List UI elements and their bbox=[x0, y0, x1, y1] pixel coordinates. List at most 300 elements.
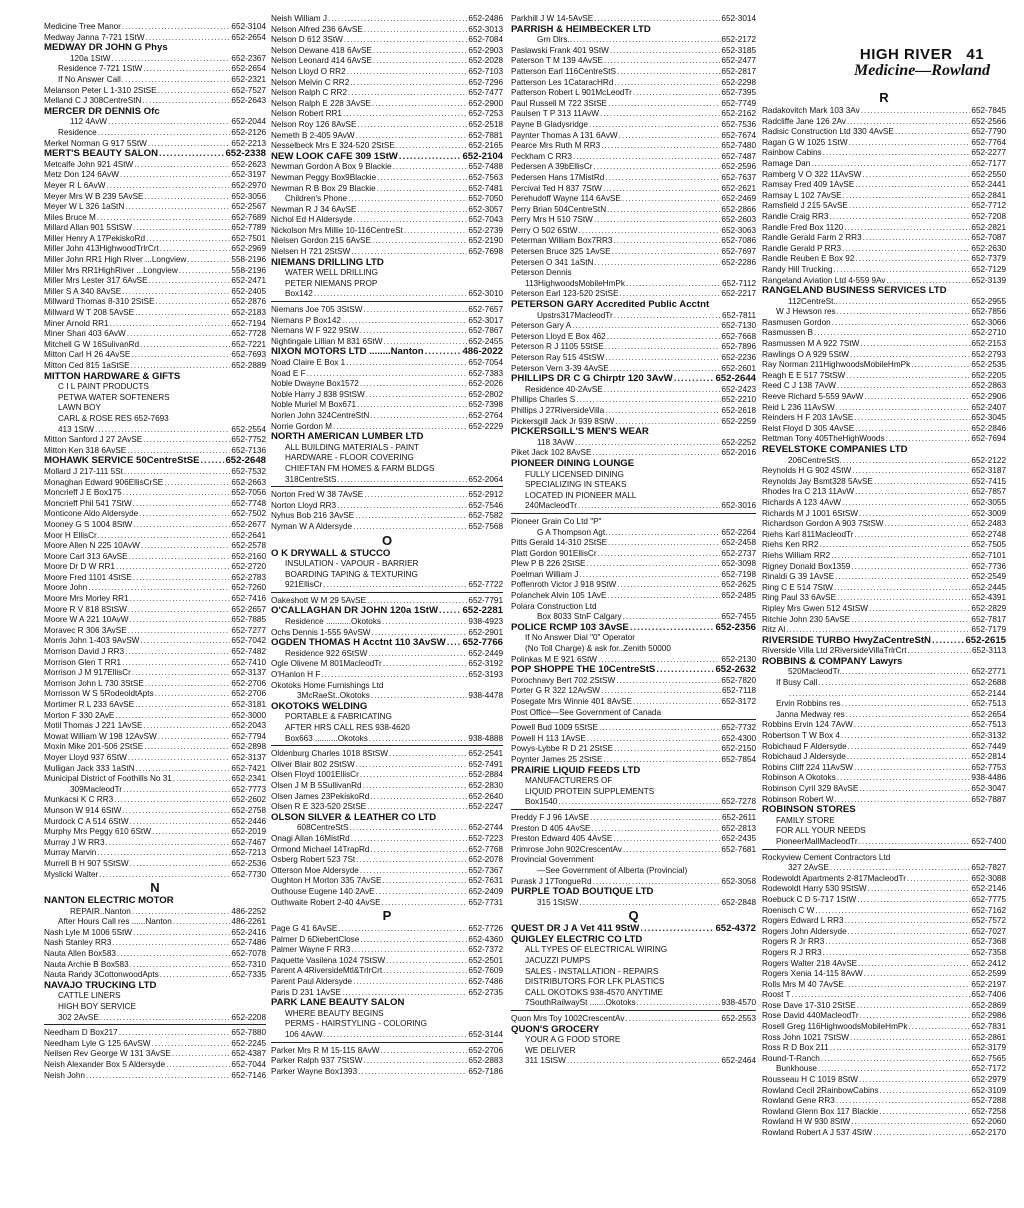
leader-dots bbox=[607, 205, 720, 216]
listing-name: Oughton H Morton 335 7AvSE bbox=[271, 876, 382, 886]
listing-entry bbox=[511, 332, 756, 343]
listing-entry bbox=[44, 276, 266, 287]
listing-entry bbox=[271, 945, 503, 956]
listing-phone: 652-7736 bbox=[971, 561, 1006, 571]
listing-phone: 652-2632 bbox=[715, 665, 756, 676]
listing-phone: 652-7546 bbox=[468, 500, 503, 510]
listing-name: Quon Mrs Toy 1002CrescentAv bbox=[511, 1014, 625, 1024]
leader-dots bbox=[598, 655, 720, 666]
listing-entry bbox=[44, 128, 266, 139]
listing-name: Otterson Moe Aldersyde bbox=[271, 865, 359, 875]
listing-phone: 652-7194 bbox=[231, 318, 266, 328]
listing-name: Polara Construction Ltd bbox=[511, 601, 597, 611]
leader-dots bbox=[143, 435, 230, 446]
listing-name: Nyman W A Aldersyde bbox=[271, 521, 352, 531]
listing-phone: 652-2898 bbox=[231, 742, 266, 752]
leader-dots bbox=[368, 649, 467, 660]
listing-entry bbox=[271, 194, 503, 205]
leader-dots bbox=[377, 173, 467, 184]
listing-entry bbox=[762, 540, 1006, 551]
leader-dots bbox=[615, 417, 720, 428]
listing-phone: 652-2748 bbox=[971, 529, 1006, 539]
listing-entry bbox=[271, 681, 503, 692]
listing-name: Ritchie John 230 5AvSE bbox=[762, 614, 851, 624]
leader-dots bbox=[119, 1028, 231, 1039]
leader-dots bbox=[823, 948, 971, 959]
leader-dots bbox=[911, 360, 970, 371]
listing-phone: 652-7730 bbox=[231, 869, 266, 879]
listing-phone: 652-7513 bbox=[971, 699, 1006, 709]
listing-entry bbox=[44, 255, 266, 266]
listing-name: Nelson D 612 3StW bbox=[271, 35, 343, 45]
listing-entry bbox=[271, 988, 503, 999]
listing-entry bbox=[511, 945, 756, 956]
listing-name: Nichol Ed H Aldersyde bbox=[271, 215, 353, 225]
listing-phone: 652-2144 bbox=[971, 688, 1006, 698]
listing-entry bbox=[271, 152, 503, 163]
leader-dots bbox=[625, 1014, 720, 1025]
listing-phone: 652-7513 bbox=[971, 720, 1006, 730]
listing-phone: 652-2441 bbox=[971, 180, 1006, 190]
listing-name: Rasmusen Gordon bbox=[762, 317, 831, 327]
listing-name: Niemans W F 922 9StW bbox=[271, 326, 359, 336]
listing-name: Plew P B 226 2StSE bbox=[511, 559, 586, 569]
leader-dots bbox=[371, 691, 468, 702]
leader-dots bbox=[849, 201, 971, 212]
listing-phone: 652-2247 bbox=[468, 802, 503, 812]
listing-entry bbox=[762, 1043, 1006, 1054]
listing-phone: 652-3187 bbox=[971, 466, 1006, 476]
listing-entry bbox=[44, 960, 266, 971]
listing-entry bbox=[511, 205, 756, 216]
listing-phone: 652-2130 bbox=[721, 654, 756, 664]
listing-entry bbox=[511, 184, 756, 195]
listing-entry bbox=[762, 916, 1006, 927]
leader-dots bbox=[855, 424, 970, 435]
listing-name: MITTON HARDWARE & GIFTS bbox=[44, 371, 181, 382]
leader-dots bbox=[382, 876, 467, 887]
listing-phone: 652-4300 bbox=[721, 733, 756, 743]
leader-dots bbox=[130, 859, 231, 870]
listing-name: ROBINSON STORES bbox=[762, 805, 856, 816]
listing-entry bbox=[762, 339, 1006, 350]
listing-entry bbox=[271, 1009, 503, 1020]
listing-phone: 652-7693 bbox=[231, 350, 266, 360]
listing-name: Ervin Robbins res bbox=[776, 699, 841, 709]
listing-entry bbox=[44, 435, 266, 446]
listing-entry bbox=[271, 173, 503, 184]
leader-dots bbox=[851, 1117, 970, 1128]
listing-name: RIVERSIDE TURBO HwyZaCentreStN bbox=[762, 635, 931, 646]
listing-name: HIGH BOY SERVICE bbox=[58, 1002, 136, 1012]
listing-entry bbox=[44, 403, 266, 414]
divider bbox=[762, 849, 1006, 852]
listing-name: Oliver Blair 802 2StSW bbox=[271, 759, 355, 769]
listing-phone: 652-2060 bbox=[971, 1117, 1006, 1127]
leader-dots bbox=[133, 573, 231, 584]
section-letter: R bbox=[879, 90, 889, 105]
listing-name: 315 1StSW bbox=[537, 897, 579, 907]
listing-entry bbox=[511, 755, 756, 766]
leader-dots bbox=[835, 572, 970, 583]
leader-dots bbox=[173, 917, 231, 928]
listing-name: Polanchek Alvin 105 1AvE bbox=[511, 591, 607, 601]
listing-phone: 652-7609 bbox=[468, 966, 503, 976]
listing-entry bbox=[44, 531, 266, 542]
leader-dots bbox=[366, 390, 468, 401]
listing-phone: 652-2744 bbox=[468, 823, 503, 833]
listing-name: Rousseau H C 1019 8StW bbox=[762, 1075, 859, 1085]
listing-phone: 652-7101 bbox=[971, 550, 1006, 560]
leader-dots bbox=[372, 99, 467, 110]
listing-entry bbox=[511, 374, 756, 385]
listing-entry bbox=[44, 308, 266, 319]
leader-dots bbox=[328, 14, 467, 25]
leader-dots bbox=[887, 276, 971, 287]
listing-entry bbox=[271, 56, 503, 67]
listing-name: Munson W 914 6StW bbox=[44, 805, 122, 815]
listing-phone: 652-7845 bbox=[971, 106, 1006, 115]
listing-phone: 652-2688 bbox=[971, 678, 1006, 688]
listing-name: O'Hanlon H F bbox=[271, 670, 321, 680]
listing-entry bbox=[511, 1014, 756, 1025]
listing-phone: 938-4570 bbox=[721, 998, 756, 1008]
listing-phone: 652-2153 bbox=[971, 339, 1006, 349]
listing-name: ALL TYPES OF ELECTRICAL WIRING bbox=[525, 945, 668, 955]
listing-phone: 652-7491 bbox=[468, 759, 503, 769]
listing-name: Parent A 4RiversideMtl&TrlrCrt bbox=[271, 966, 383, 976]
listing-name: Morrisson W S 5RodeoldtApts bbox=[44, 689, 154, 699]
listing-phone: 652-2298 bbox=[721, 77, 756, 87]
leader-dots bbox=[132, 668, 230, 679]
listing-phone: 652-7768 bbox=[468, 844, 503, 854]
leader-dots bbox=[353, 522, 467, 533]
listing-entry bbox=[762, 636, 1006, 647]
listing-name: Moxin Mike 201-506 2StSE bbox=[44, 742, 144, 752]
leader-dots bbox=[384, 337, 468, 348]
listing-phone: 652-7253 bbox=[468, 109, 503, 119]
listing-entry bbox=[762, 148, 1006, 159]
listing-name: Rogers Walter 218 4AvSE bbox=[762, 958, 858, 968]
listing-entry bbox=[44, 213, 266, 224]
listing-entry bbox=[44, 774, 266, 785]
listing-entry bbox=[511, 491, 756, 502]
listing-phone: 652-7027 bbox=[971, 926, 1006, 936]
listing-phone: 652-2848 bbox=[721, 897, 756, 907]
leader-dots bbox=[863, 233, 971, 244]
listing-phone: 652-7766 bbox=[462, 638, 503, 649]
leader-dots bbox=[637, 998, 721, 1009]
listing-entry bbox=[762, 392, 1006, 403]
listing-phone: 652-7657 bbox=[468, 305, 503, 315]
listing-name: 113HighwoodsMobileHmPk bbox=[525, 278, 625, 288]
listing-name: PioneerMallMacleodTr bbox=[776, 836, 858, 846]
listing-name: Reynolds Jay Bsmt328 5AvSE bbox=[762, 476, 873, 486]
listing-phone: 652-7731 bbox=[468, 897, 503, 907]
listing-name: Rolls Mrs M 40 7AvSE bbox=[762, 979, 844, 989]
listing-entry bbox=[762, 562, 1006, 573]
listing-phone: 652-7383 bbox=[468, 368, 503, 378]
leader-dots bbox=[850, 1033, 970, 1044]
leader-dots bbox=[383, 966, 467, 977]
listing-name: If No Answer Call bbox=[58, 74, 121, 84]
listing-name: 608CentreStS bbox=[297, 823, 349, 833]
listing-phone: 652-7857 bbox=[971, 487, 1006, 497]
listing-phone: 652-7172 bbox=[971, 1064, 1006, 1074]
listing-entry bbox=[511, 924, 756, 935]
leader-dots bbox=[605, 406, 720, 417]
leader-dots bbox=[447, 638, 462, 649]
listing-phone: 652-2599 bbox=[971, 969, 1006, 979]
listing-name: Randle Fred Box 1120 bbox=[762, 222, 844, 232]
listing-phone: 652-7379 bbox=[971, 254, 1006, 264]
listing-entry bbox=[271, 855, 503, 866]
listing-phone: 652-2019 bbox=[231, 827, 266, 837]
listing-phone: 652-2501 bbox=[468, 955, 503, 965]
listing-entry bbox=[762, 445, 1006, 456]
listing-name: Rangeland Aviation Ltd 4-559 9Av bbox=[762, 275, 886, 285]
listing-entry bbox=[44, 297, 266, 308]
listing-phone: 652-7563 bbox=[468, 172, 503, 182]
listing-entry bbox=[271, 898, 503, 909]
listing-entry bbox=[511, 1056, 756, 1067]
listing-entry bbox=[44, 785, 266, 796]
listing-name: SPECIALIZING IN STEAKS bbox=[525, 480, 627, 490]
leader-dots bbox=[600, 109, 720, 120]
leader-dots bbox=[128, 753, 231, 764]
listing-entry bbox=[271, 464, 503, 475]
listing-phone: 652-2446 bbox=[231, 816, 266, 826]
leader-dots bbox=[626, 279, 721, 290]
leader-dots bbox=[834, 795, 970, 806]
listing-phone: 652-2229 bbox=[468, 421, 503, 431]
listing-entry bbox=[44, 949, 266, 960]
listing-phone: 652-7372 bbox=[468, 945, 503, 955]
listing-entry bbox=[271, 712, 503, 723]
listing-name: Mortimer R L 233 6AvSE bbox=[44, 700, 135, 709]
listing-entry bbox=[271, 580, 503, 591]
listing-entry bbox=[44, 425, 266, 436]
listing-phone: 652-7698 bbox=[468, 247, 503, 257]
listing-name: MEDWAY DR JOHN G Phys bbox=[44, 43, 168, 54]
listing-entry bbox=[762, 826, 1006, 837]
listing-entry bbox=[762, 884, 1006, 895]
listing-phone: 652-7078 bbox=[231, 949, 266, 959]
leader-dots bbox=[356, 760, 468, 771]
listing-name: Medway Janna 7-721 1StW bbox=[44, 32, 145, 42]
listing-phone: 652-7674 bbox=[721, 130, 756, 140]
listing-name: Ritz Al bbox=[762, 625, 786, 635]
leader-dots bbox=[857, 1001, 971, 1012]
leader-dots bbox=[842, 699, 971, 710]
leader-dots bbox=[593, 162, 720, 173]
listing-entry bbox=[762, 466, 1006, 477]
leader-dots bbox=[152, 1039, 231, 1050]
listing-phone: 652-2841 bbox=[971, 190, 1006, 200]
leader-dots bbox=[860, 339, 970, 350]
listing-entry bbox=[44, 499, 266, 510]
listing-name: Peterson Dennis bbox=[511, 268, 572, 278]
listing-entry bbox=[44, 605, 266, 616]
listing-phone: 652-7536 bbox=[721, 119, 756, 129]
listing-entry bbox=[762, 519, 1006, 530]
listing-phone: 652-3139 bbox=[971, 275, 1006, 285]
listing-phone: 652-2535 bbox=[971, 360, 1006, 370]
listing-name: Rowland Robert A J 537 4StW bbox=[762, 1128, 873, 1137]
listing-entry bbox=[44, 732, 266, 743]
listing-phone: 652-3193 bbox=[468, 670, 503, 680]
leader-dots bbox=[372, 628, 468, 639]
section-letter: O bbox=[381, 532, 393, 548]
leader-dots bbox=[622, 194, 721, 205]
listing-name: Porochnavy Bert 702 2StSW bbox=[511, 675, 616, 685]
listing-entry bbox=[762, 969, 1006, 980]
leader-dots bbox=[158, 732, 231, 743]
listing-name: Moncrieff J E Box175 bbox=[44, 488, 122, 498]
listing-phone: 652-7044 bbox=[231, 1060, 266, 1069]
listing-name: PORTABLE & FABRICATING bbox=[285, 712, 392, 722]
listing-name: Miller Mrs Lester 317 6AvSE bbox=[44, 276, 148, 286]
listing-name: Parent Paul Aldersyde bbox=[271, 977, 353, 987]
listing-name: Neish John bbox=[44, 1070, 85, 1080]
listing-phone: 652-7118 bbox=[722, 686, 756, 696]
listing-entry bbox=[271, 813, 503, 824]
leader-dots bbox=[351, 834, 468, 845]
listing-name: Pioneer Grain Co Ltd "P" bbox=[511, 516, 602, 526]
listing-entry bbox=[511, 697, 756, 708]
listing-entry bbox=[44, 1028, 266, 1039]
leader-dots bbox=[140, 340, 230, 351]
listing-entry bbox=[762, 1011, 1006, 1022]
listing-name: Riehs Karl 811MacleodTr bbox=[762, 529, 854, 539]
listing-name: Pedersen Hans 17MistRd bbox=[511, 172, 605, 182]
listing-phone: 652-7764 bbox=[971, 137, 1006, 147]
leader-dots bbox=[830, 1043, 971, 1054]
listing-entry bbox=[511, 78, 756, 89]
leader-dots bbox=[852, 466, 970, 477]
listing-entry bbox=[511, 633, 756, 644]
listing-entry bbox=[511, 25, 756, 36]
listing-name: Porter G R 322 12AvSW bbox=[511, 686, 601, 696]
listing-name: Box142 bbox=[285, 289, 313, 299]
listing-phone: 652-3192 bbox=[468, 659, 503, 669]
divider bbox=[511, 809, 756, 812]
listing-phone: 652-7827 bbox=[971, 863, 1006, 873]
listing-entry bbox=[44, 54, 266, 65]
listing-name: Medicine Tree Manor bbox=[44, 22, 121, 31]
listing-entry bbox=[762, 773, 1006, 784]
listing-name: Robichaud F Aldersyde bbox=[762, 741, 847, 751]
listing-name: Melanson Peter L 1-310 2StSE bbox=[44, 85, 157, 95]
divider bbox=[271, 301, 503, 304]
listing-entry bbox=[44, 107, 266, 118]
listing-phone: 652-2863 bbox=[971, 381, 1006, 391]
listing-entry bbox=[271, 1019, 503, 1030]
listing-entry bbox=[271, 358, 503, 369]
listing-name: Pitts Gerald 14-310 2StSE bbox=[511, 538, 608, 548]
listing-phone: 652-3014 bbox=[721, 14, 756, 23]
listing-phone: 652-2405 bbox=[231, 286, 266, 296]
listing-entry bbox=[271, 215, 503, 226]
listing-phone: 652-7146 bbox=[231, 1070, 266, 1080]
listing-phone: 652-2469 bbox=[721, 194, 756, 204]
listing-entry bbox=[762, 307, 1006, 318]
leader-dots bbox=[124, 467, 231, 478]
listing-name: Nelson Ralph E 228 3AvSE bbox=[271, 98, 371, 108]
listing-name: Miller Henry A 17PekiskoRd bbox=[44, 233, 146, 243]
listing-entry bbox=[511, 395, 756, 406]
listing-phone: 486-2261 bbox=[231, 917, 266, 927]
listing-entry bbox=[511, 448, 756, 459]
listing-name: Provincial Government bbox=[511, 855, 594, 865]
listing-name: Monaghan Edward 906EllisCrSE bbox=[44, 477, 164, 487]
listing-entry bbox=[44, 139, 266, 150]
leader-dots bbox=[337, 475, 467, 486]
listing-phone: 652-2064 bbox=[468, 474, 503, 484]
listing-phone: 652-2281 bbox=[462, 606, 503, 617]
listing-entry bbox=[44, 838, 266, 849]
leader-dots bbox=[614, 744, 720, 755]
listing-entry bbox=[44, 700, 266, 711]
listing-entry bbox=[44, 1060, 266, 1071]
listing-entry bbox=[44, 170, 266, 181]
leader-dots bbox=[100, 1013, 231, 1024]
listing-phone: 652-7400 bbox=[971, 836, 1006, 846]
leader-dots bbox=[127, 329, 231, 340]
listing-name: Robichaud J Aldersyde bbox=[762, 752, 846, 762]
listing-phone: 652-2549 bbox=[971, 572, 1006, 582]
leader-dots bbox=[155, 689, 231, 700]
leader-dots bbox=[792, 990, 971, 1001]
leader-dots bbox=[125, 647, 230, 658]
listing-phone: 652-2817 bbox=[721, 66, 756, 76]
listing-phone: 652-7477 bbox=[468, 88, 503, 98]
listing-entry bbox=[44, 1013, 266, 1024]
listing-entry bbox=[511, 1035, 756, 1046]
listing-entry bbox=[762, 689, 1006, 700]
listing-phone: 652-7885 bbox=[231, 615, 266, 625]
listing-column-2 bbox=[271, 14, 503, 1077]
listing-name: Ramage Dan bbox=[762, 158, 811, 168]
listing-phone: 652-2016 bbox=[721, 448, 756, 458]
listing-phone: 652-7449 bbox=[971, 741, 1006, 751]
leader-dots bbox=[373, 56, 467, 67]
listing-phone: 652-7791 bbox=[468, 595, 503, 605]
leader-dots bbox=[854, 530, 970, 541]
listing-phone: 652-2737 bbox=[721, 548, 756, 558]
listing-phone: 652-7103 bbox=[468, 66, 503, 76]
listing-name: Randle Craig RR3 bbox=[762, 211, 829, 221]
leader-dots bbox=[133, 928, 230, 939]
leader-dots bbox=[106, 838, 231, 849]
listing-entry bbox=[762, 720, 1006, 731]
listing-entry bbox=[44, 361, 266, 372]
leader-dots bbox=[873, 1128, 970, 1139]
listing-entry bbox=[271, 422, 503, 433]
listing-phone: 652-2866 bbox=[721, 204, 756, 214]
listing-name: Munkacsi K C RR3 bbox=[44, 795, 114, 805]
listing-entry bbox=[44, 43, 266, 54]
listing-phone: 486-2252 bbox=[231, 906, 266, 916]
listing-phone: 652-2596 bbox=[721, 162, 756, 172]
listing-name: Oakeshott W M 29 5AvSE bbox=[271, 595, 366, 605]
listing-entry bbox=[271, 876, 503, 887]
listing-phone: 652-7881 bbox=[468, 130, 503, 140]
listing-phone: 652-2210 bbox=[721, 395, 756, 405]
listing-phone: 652-2423 bbox=[721, 384, 756, 394]
listing-phone: 652-7415 bbox=[971, 476, 1006, 486]
listing-name: Murray Marvin bbox=[44, 848, 97, 858]
